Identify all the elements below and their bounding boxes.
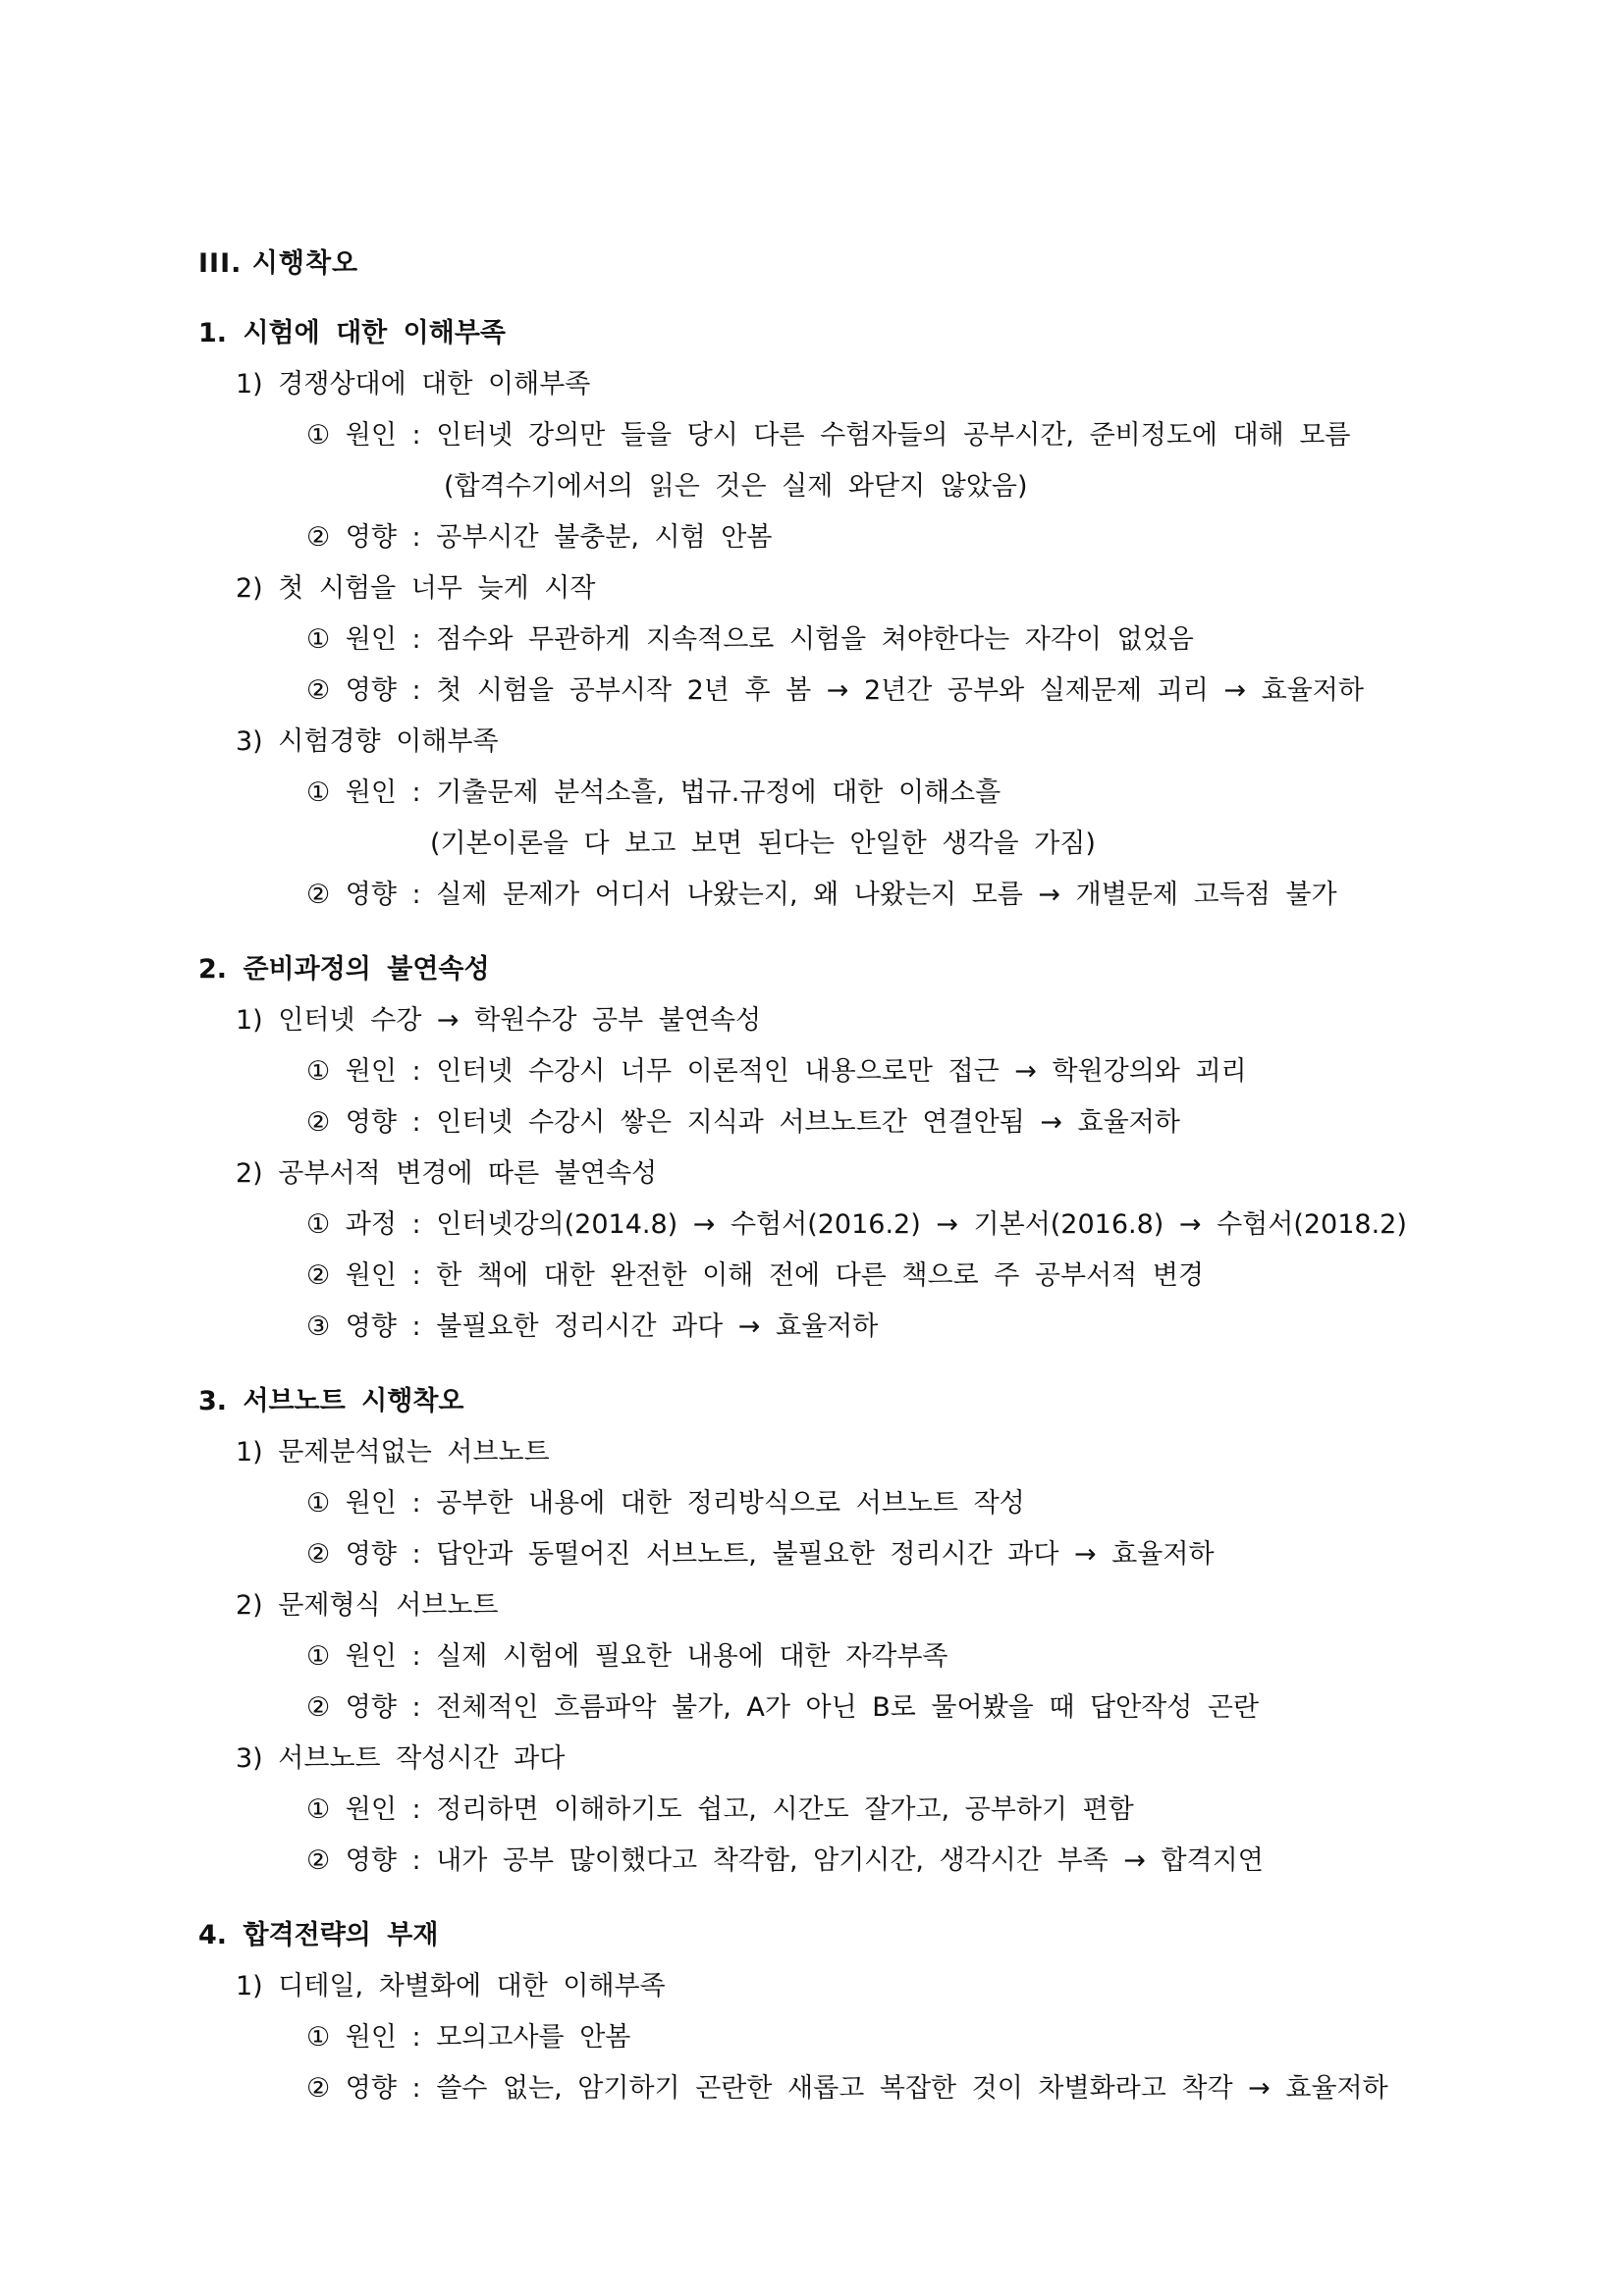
list-item: ① 원인 : 실제 시험에 필요한 내용에 대한 자각부족 — [306, 1641, 948, 1672]
list-item: ① 과정 : 인터넷강의(2014.8) → 수험서(2016.2) → 기본서(2016.8) → 수험서(2018.2) — [306, 1209, 1407, 1240]
list-item: ② 원인 : 한 책에 대한 완전한 이해 전에 다른 책으로 주 공부서적 변경 — [306, 1260, 1205, 1291]
list-item: ② 영향 : 인터넷 수강시 쌓은 지식과 서브노트간 연결안됨 → 효율저하 — [306, 1107, 1180, 1138]
subsection-title: 1) 문제분석없는 서브노트 — [236, 1437, 550, 1468]
section-title: 1. 시험에 대한 이해부족 — [198, 318, 506, 348]
list-item: ① 원인 : 인터넷 강의만 들을 당시 다른 수험자들의 공부시간, 준비정도에 대해 모름 — [306, 420, 1351, 451]
subsection-title: 3) 시험경향 이해부족 — [236, 726, 499, 757]
subsection-title: 1) 디테일, 차별화에 대한 이해부족 — [236, 1971, 666, 2002]
subsection-title: 3) 서브노트 작성시간 과다 — [236, 1743, 566, 1774]
list-item-continuation: (기본이론을 다 보고 보면 된다는 안일한 생각을 가짐) — [430, 828, 1096, 859]
subsection-title: 2) 문제형식 서브노트 — [236, 1590, 499, 1621]
list-item: ① 원인 : 점수와 무관하게 지속적으로 시험을 쳐야한다는 자각이 없었음 — [306, 624, 1194, 655]
list-item: ② 영향 : 내가 공부 많이했다고 착각함, 암기시간, 생각시간 부족 → 합격지연 — [306, 1845, 1264, 1876]
list-item: ① 원인 : 인터넷 수강시 너무 이론적인 내용으로만 접근 → 학원강의와 괴리 — [306, 1056, 1247, 1087]
chapter-title: III. 시행착오 — [198, 248, 359, 279]
subsection-title: 2) 첫 시험을 너무 늦게 시작 — [236, 573, 596, 604]
list-item-continuation: (합격수기에서의 읽은 것은 실제 와닫지 않았음) — [444, 471, 1028, 502]
list-item: ② 영향 : 쓸수 없는, 암기하기 곤란한 새롭고 복잡한 것이 차별화라고 착각 → 효율저하 — [306, 2073, 1388, 2104]
list-item: ① 원인 : 기출문제 분석소흘, 법규.규정에 대한 이해소흘 — [306, 777, 1001, 808]
subsection-title: 1) 경쟁상대에 대한 이해부족 — [236, 369, 591, 400]
list-item: ② 영향 : 답안과 동떨어진 서브노트, 불필요한 정리시간 과다 → 효율저하 — [306, 1539, 1215, 1570]
section-title: 4. 합격전략의 부재 — [198, 1920, 439, 1950]
list-item: ② 영향 : 공부시간 불충분, 시험 안봄 — [306, 522, 773, 553]
list-item: ③ 영향 : 불필요한 정리시간 과다 → 효율저하 — [306, 1311, 879, 1342]
list-item: ② 영향 : 첫 시험을 공부시작 2년 후 봄 → 2년간 공부와 실제문제 괴리 → 효율저하 — [306, 675, 1364, 706]
list-item: ② 영향 : 실제 문제가 어디서 나왔는지, 왜 나왔는지 모름 → 개별문제 고득점 불가 — [306, 880, 1337, 910]
list-item: ① 원인 : 공부한 내용에 대한 정리방식으로 서브노트 작성 — [306, 1488, 1025, 1519]
subsection-title: 1) 인터넷 수강 → 학원수강 공부 불연속성 — [236, 1005, 762, 1036]
list-item: ② 영향 : 전체적인 흐름파악 불가, A가 아닌 B로 물어봤을 때 답안작성 곤란 — [306, 1692, 1260, 1723]
section-title: 3. 서브노트 시행착오 — [198, 1386, 464, 1416]
subsection-title: 2) 공부서적 변경에 따른 불연속성 — [236, 1158, 658, 1189]
list-item: ① 원인 : 정리하면 이해하기도 쉽고, 시간도 잘가고, 공부하기 편함 — [306, 1794, 1134, 1825]
list-item: ① 원인 : 모의고사를 안봄 — [306, 2022, 631, 2053]
section-title: 2. 준비과정의 불연속성 — [198, 954, 490, 985]
